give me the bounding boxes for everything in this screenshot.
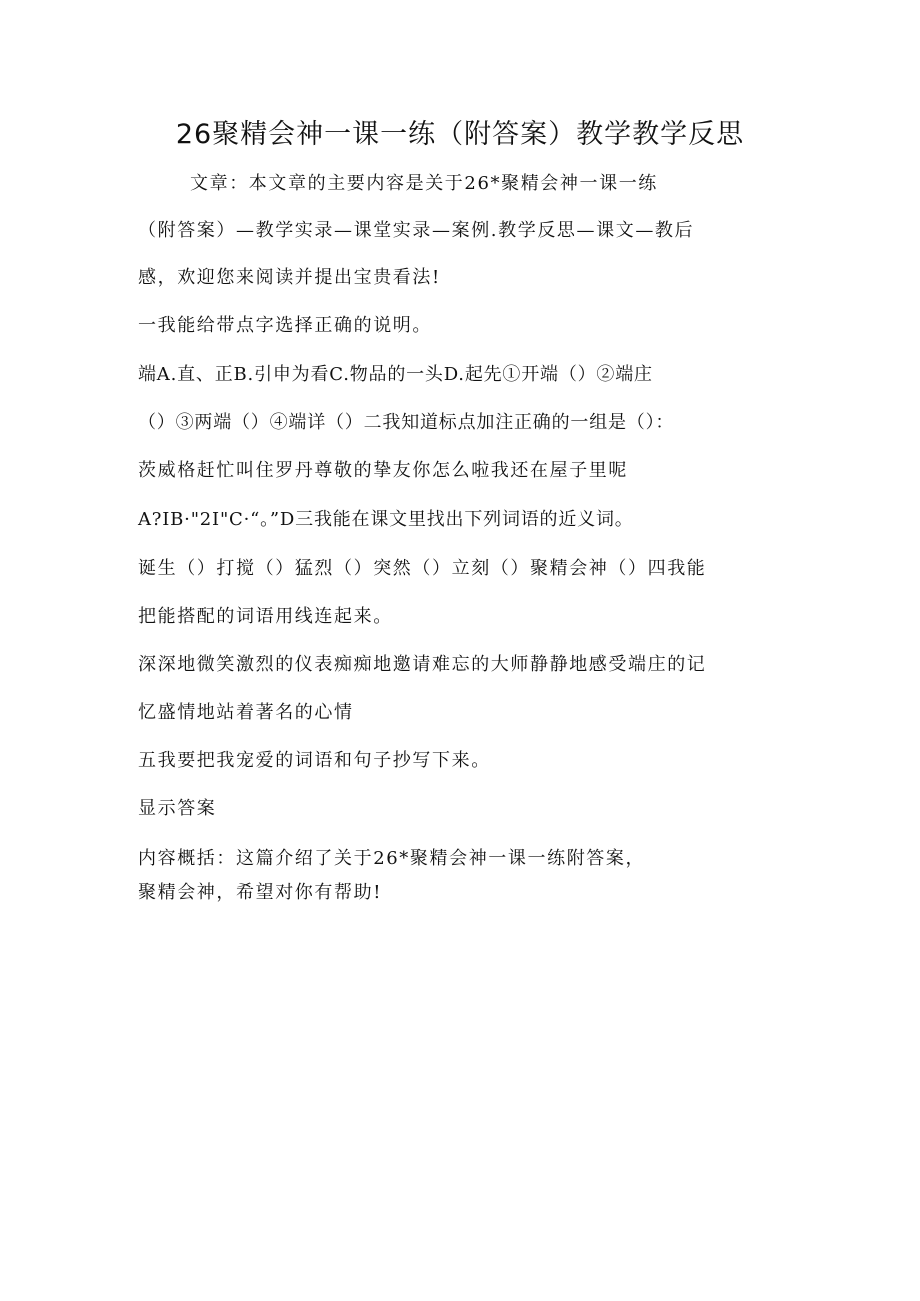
show-answer-label: 显示答案 (138, 798, 217, 819)
question-4-words-1: 深深地微笑激烈的仪表痴痴地邀请难忘的大师静静地感受端庄的记 (138, 654, 707, 675)
page-title: 26聚精会神一课一练（附答案）教学教学反思 (175, 119, 745, 150)
question-4-words-2: 忆盛情地站着著名的心情 (138, 702, 354, 723)
intro-line-1: 文章：本文章的主要内容是关于26*聚精会神一课一练 (190, 173, 658, 194)
intro-line-3: 感，欢迎您来阅读并提出宝贵看法! (138, 267, 441, 288)
question-1-options: 端A.直、正B.引申为看C.物品的一头D.起先①开端（）②端庄 (138, 364, 653, 385)
summary-line-2: 聚精会神，希望对你有帮助! (138, 882, 383, 903)
question-4-heading: 把能搭配的词语用线连起来。 (138, 606, 393, 627)
question-1-heading: 一我能给带点字选择正确的说明。 (138, 315, 432, 336)
question-1-blanks: （）③两端（）④端详（）二我知道标点加注正确的一组是（）： (138, 412, 675, 433)
summary-line-1: 内容概括：这篇介绍了关于26*聚精会神一课一练附答案， (138, 848, 646, 869)
question-2-sentence: 茨威格赶忙叫住罗丹尊敬的挚友你怎么啦我还在屋子里呢 (138, 460, 628, 481)
question-5-heading: 五我要把我宠爱的词语和句子抄写下来。 (138, 750, 491, 771)
question-3-words: 诞生（）打搅（）猛烈（）突然（）立刻（）聚精会神（）四我能 (138, 558, 707, 579)
question-2-options: A?IB·"2I"C·“。”D三我能在课文里找出下列词语的近义词。 (138, 509, 634, 530)
intro-line-2: （附答案）—教学实录—课堂实录—案例.教学反思—课文—教后 (138, 220, 695, 241)
